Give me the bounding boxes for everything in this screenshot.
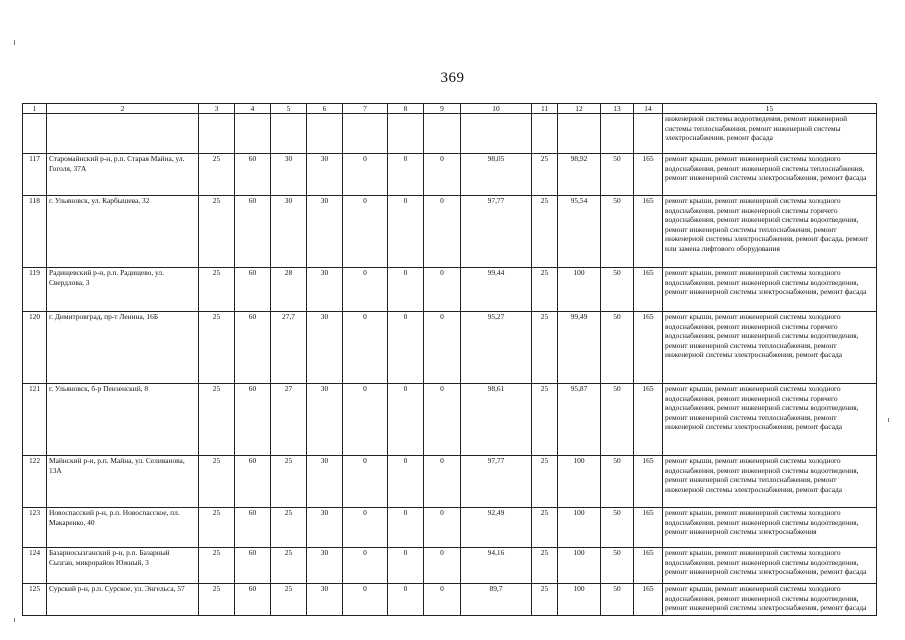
cell-c10: 95,27: [461, 312, 532, 384]
cell-c14: 165: [634, 384, 663, 456]
cell-c8: 0: [388, 268, 424, 312]
cell-c4: 60: [235, 548, 271, 584]
cell-c13: 50: [601, 584, 634, 616]
cell-works: ремонт крыши, ремонт инженерной системы холодного водоснабжения, ремонт инженерной системы теплоснабжения, ремонт инженерной системы электроснабжения, ремонт фасада: [663, 154, 877, 196]
column-header: 12: [558, 104, 601, 114]
cell-c8: 0: [388, 196, 424, 268]
repair-program-table: [22, 103, 877, 616]
cell-address: г. Димитровград, пр-т Ленина, 16Б: [47, 312, 199, 384]
cell-c8: 0: [388, 548, 424, 584]
cell-no: 119: [23, 268, 47, 312]
cell-c6: 30: [307, 584, 343, 616]
cell-no: 121: [23, 384, 47, 456]
cell-c4: 60: [235, 312, 271, 384]
cell-c6: 30: [307, 456, 343, 508]
cell-c3: 25: [199, 548, 235, 584]
cell-c3: 25: [199, 154, 235, 196]
cell-c8: 0: [388, 312, 424, 384]
cell-c11: 25: [532, 312, 558, 384]
cell-c9: 0: [424, 584, 461, 616]
cell-address: Базарносызганский р-н, р.п. Базарный Сызган, микрорайон Южный, 3: [47, 548, 199, 584]
cell-c10: 94,16: [461, 548, 532, 584]
column-header: 15: [663, 104, 877, 114]
cell-c9: 0: [424, 548, 461, 584]
cell-c11: 25: [532, 584, 558, 616]
column-header: 13: [601, 104, 634, 114]
cell-c10: 97,77: [461, 196, 532, 268]
cell-c11: 25: [532, 548, 558, 584]
table-row: [23, 196, 877, 268]
cell-c4: 60: [235, 196, 271, 268]
cell-c4: 60: [235, 384, 271, 456]
table-row: [23, 384, 877, 456]
cell-c12: 100: [558, 508, 601, 548]
cell-c6: 30: [307, 548, 343, 584]
cell-address: Новоспасский р-н, р.п. Новоспасское, пл. Макаренко, 40: [47, 508, 199, 548]
cell-c3: 25: [199, 584, 235, 616]
cell-c9: 0: [424, 268, 461, 312]
cell-c13: 50: [601, 154, 634, 196]
cell-c5: 28: [271, 268, 307, 312]
cell-c3: 25: [199, 312, 235, 384]
cell-no: 124: [23, 548, 47, 584]
cell-works: инженерной системы водоотведения, ремонт инженерной системы теплоснабжения, ремонт инженерной системы электроснабжения, ремонт фасада: [663, 114, 877, 154]
cell-c5: 27: [271, 384, 307, 456]
cell-c13: 50: [601, 548, 634, 584]
cell-address: г. Ульяновск, ул. Карбышева, 32: [47, 196, 199, 268]
cell-address: Радищевский р-н, р.п. Радищево, ул. Свердлова, 3: [47, 268, 199, 312]
column-header: 14: [634, 104, 663, 114]
cell-c5: 27,7: [271, 312, 307, 384]
cell-c3: 25: [199, 456, 235, 508]
cell-c11: 25: [532, 196, 558, 268]
column-header: 7: [343, 104, 388, 114]
cell-c11: 25: [532, 456, 558, 508]
column-header: 5: [271, 104, 307, 114]
cell-c14: 165: [634, 268, 663, 312]
cell-no: 118: [23, 196, 47, 268]
column-header: 10: [461, 104, 532, 114]
cell-no: 120: [23, 312, 47, 384]
cell-c8: 0: [388, 508, 424, 548]
cell-address: Сурский р-н, р.п. Сурское, ул. Энгельса, 57: [47, 584, 199, 616]
cell-c13: 50: [601, 196, 634, 268]
table-row: [23, 548, 877, 584]
cell-c5: 25: [271, 548, 307, 584]
cell-c14: 165: [634, 456, 663, 508]
column-header: 4: [235, 104, 271, 114]
cell-address: г. Ульяновск, б-р Пензенский, 8: [47, 384, 199, 456]
cell-c5: 25: [271, 456, 307, 508]
table-row: [23, 456, 877, 508]
cell-c5: 30: [271, 154, 307, 196]
cell-c6: 30: [307, 384, 343, 456]
cell-c14: 165: [634, 584, 663, 616]
cell-c7: 0: [343, 584, 388, 616]
cell-c11: 25: [532, 384, 558, 456]
table-row: [23, 312, 877, 384]
cell-c7: 0: [343, 268, 388, 312]
cell-c12: 100: [558, 268, 601, 312]
cell-c13: 50: [601, 384, 634, 456]
cell-works: ремонт крыши, ремонт инженерной системы холодного водоснабжения, ремонт инженерной системы горячего водоснабжения, ремонт инженерной системы водоотведения, ремонт инженерной системы теплоснабжения, ремонт инженерной системы электроснабжения, ремонт фасада: [663, 312, 877, 384]
cell-c10: 92,49: [461, 508, 532, 548]
cell-c13: 50: [601, 268, 634, 312]
cell-c10: 99,44: [461, 268, 532, 312]
cell-c4: 60: [235, 154, 271, 196]
cell-c14: 165: [634, 196, 663, 268]
cell-c6: 30: [307, 268, 343, 312]
cell-c4: 60: [235, 508, 271, 548]
cell-c4: 60: [235, 584, 271, 616]
cell-c12: 100: [558, 584, 601, 616]
table-row-continued: [23, 114, 877, 154]
cell-c14: 165: [634, 508, 663, 548]
cell-no: 122: [23, 456, 47, 508]
column-header: 8: [388, 104, 424, 114]
column-header: 11: [532, 104, 558, 114]
cell-c7: 0: [343, 456, 388, 508]
table-row: [23, 584, 877, 616]
cell-c6: 30: [307, 508, 343, 548]
cell-c7: 0: [343, 196, 388, 268]
scan-mark: [14, 618, 15, 622]
cell-c12: 100: [558, 456, 601, 508]
cell-c8: 0: [388, 384, 424, 456]
table-header-row: [23, 104, 877, 114]
cell-c10: 98,05: [461, 154, 532, 196]
cell-c9: 0: [424, 384, 461, 456]
cell-no: [23, 114, 47, 154]
cell-works: ремонт крыши, ремонт инженерной системы холодного водоснабжения, ремонт инженерной системы водоотведения, ремонт инженерной системы теплоснабжения, ремонт инженерной системы электроснабжения, ремонт фасада: [663, 456, 877, 508]
cell-c8: 0: [388, 456, 424, 508]
cell-c12: 100: [558, 548, 601, 584]
column-header: 1: [23, 104, 47, 114]
cell-c3: 25: [199, 268, 235, 312]
cell-c13: 50: [601, 312, 634, 384]
cell-c14: 165: [634, 312, 663, 384]
cell-c14: 165: [634, 548, 663, 584]
table-row: [23, 268, 877, 312]
table-row: [23, 508, 877, 548]
cell-c7: 0: [343, 154, 388, 196]
cell-c5: 25: [271, 508, 307, 548]
cell-c3: 25: [199, 508, 235, 548]
cell-address: Старомайнский р-н, р.п. Старая Майна, ул. Гоголя, 37А: [47, 154, 199, 196]
cell-c5: 30: [271, 196, 307, 268]
cell-c13: 50: [601, 456, 634, 508]
cell-no: 123: [23, 508, 47, 548]
cell-c7: 0: [343, 384, 388, 456]
cell-c9: 0: [424, 456, 461, 508]
cell-works: ремонт крыши, ремонт инженерной системы холодного водоснабжения, ремонт инженерной системы водоотведения, ремонт инженерной системы электроснабжения, ремонт фасада: [663, 548, 877, 584]
cell-c7: 0: [343, 508, 388, 548]
cell-address: Майнский р-н, р.п. Майна, ул. Селиванова, 13А: [47, 456, 199, 508]
cell-c9: 0: [424, 312, 461, 384]
cell-c6: 30: [307, 312, 343, 384]
cell-c10: 97,77: [461, 456, 532, 508]
cell-c14: 165: [634, 154, 663, 196]
cell-c10: 98,61: [461, 384, 532, 456]
cell-works: ремонт крыши, ремонт инженерной системы холодного водоснабжения, ремонт инженерной системы горячего водоснабжения, ремонт инженерной системы водоотведения, ремонт инженерной системы теплоснабжения, ремонт инженерной системы электроснабжения, ремонт фасада, ремонт или замена лифтового оборудования: [663, 196, 877, 268]
cell-c11: 25: [532, 154, 558, 196]
scan-mark: [14, 40, 15, 45]
cell-works: ремонт крыши, ремонт инженерной системы холодного водоснабжения, ремонт инженерной системы водоотведения, ремонт инженерной системы электроснабжения, ремонт фасада: [663, 268, 877, 312]
cell-c3: 25: [199, 196, 235, 268]
cell-c10: 89,7: [461, 584, 532, 616]
cell-c11: 25: [532, 508, 558, 548]
cell-c9: 0: [424, 196, 461, 268]
cell-c4: 60: [235, 456, 271, 508]
cell-c5: 25: [271, 584, 307, 616]
cell-c3: 25: [199, 384, 235, 456]
column-header: 6: [307, 104, 343, 114]
cell-works: ремонт крыши, ремонт инженерной системы холодного водоснабжения, ремонт инженерной системы горячего водоснабжения, ремонт инженерной системы водоотведения, ремонт инженерной системы теплоснабжения, ремонт инженерной системы электроснабжения, ремонт фасада: [663, 384, 877, 456]
cell-c13: 50: [601, 508, 634, 548]
cell-c8: 0: [388, 154, 424, 196]
cell-c12: 98,92: [558, 154, 601, 196]
cell-c7: 0: [343, 548, 388, 584]
cell-c4: 60: [235, 268, 271, 312]
column-header: 3: [199, 104, 235, 114]
cell-c12: 95,87: [558, 384, 601, 456]
cell-no: 117: [23, 154, 47, 196]
table-row: [23, 154, 877, 196]
cell-no: 125: [23, 584, 47, 616]
cell-works: ремонт крыши, ремонт инженерной системы холодного водоснабжения, ремонт инженерной системы водоотведения, ремонт инженерной системы электроснабжения, ремонт фасада: [663, 584, 877, 616]
cell-c11: 25: [532, 268, 558, 312]
column-header: 9: [424, 104, 461, 114]
cell-c9: 0: [424, 154, 461, 196]
cell-c8: 0: [388, 584, 424, 616]
cell-address: [47, 114, 199, 154]
cell-c12: 99,49: [558, 312, 601, 384]
cell-works: ремонт крыши, ремонт инженерной системы холодного водоснабжения, ремонт инженерной системы водоотведения, ремонт инженерной системы электроснабжения: [663, 508, 877, 548]
cell-c6: 30: [307, 196, 343, 268]
cell-c7: 0: [343, 312, 388, 384]
page-number: 369: [440, 70, 465, 86]
cell-c9: 0: [424, 508, 461, 548]
cell-c12: 95,54: [558, 196, 601, 268]
scan-mark: [888, 418, 889, 422]
column-header: 2: [47, 104, 199, 114]
cell-c6: 30: [307, 154, 343, 196]
